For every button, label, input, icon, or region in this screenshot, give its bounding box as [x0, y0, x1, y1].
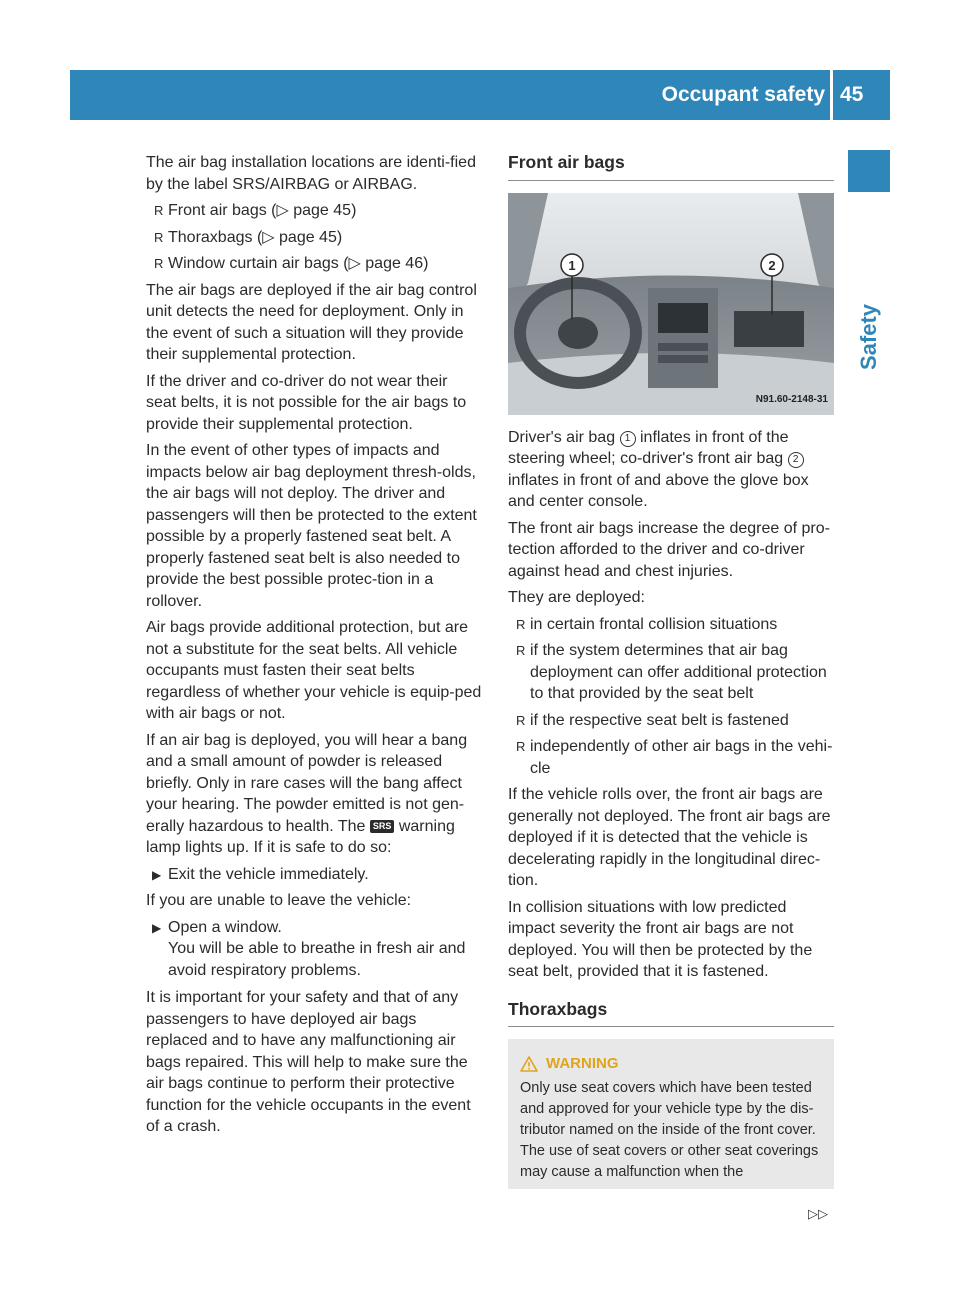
callout-1: 1: [568, 257, 576, 273]
bullet-icon: R: [516, 616, 526, 632]
warning-header: [520, 1053, 822, 1074]
step-text: Open a window.: [168, 918, 282, 936]
section-heading-thoraxbags: Thoraxbags: [508, 999, 834, 1028]
paragraph: [146, 730, 482, 859]
continue-icon: ▷▷: [808, 1206, 828, 1221]
bullet-icon: R: [154, 229, 164, 245]
instruction-step: [146, 917, 482, 939]
warning-title: WARNING: [546, 1055, 619, 1072]
list-item: [508, 640, 834, 705]
instruction-step: [146, 864, 482, 886]
paragraph: Air bags provide additional protection, but are not a substitute for the seat belts. All vehicle occupants must fasten their seat belts regardless of whether your vehicle is equip-ped with air bags or not.: [146, 619, 482, 722]
warning-box: [508, 1039, 834, 1189]
step-arrow-icon: ▶: [152, 920, 162, 935]
callout-1-icon: 1: [620, 431, 636, 447]
dashboard-illustration: [508, 193, 834, 415]
page-number: 45: [840, 83, 864, 106]
paragraph: In the event of other types of impacts and impacts below air bag deployment thresh-olds, the air bags will not deploy. The driver and passengers will then be protected to the extent possible by a properly fastened seat belt. A properly fastened seat belt is also needed to provide the best possible protec-tion in a rollover.: [146, 442, 477, 610]
list-item-text: if the system determines that air bag deployment can offer additional protection to that provided by the seat belt: [530, 642, 827, 702]
list-item-text: if the respective seat belt is fastened: [530, 711, 789, 729]
list-item: [146, 227, 482, 249]
paragraph: The air bags are deployed if the air bag control unit detects the need for deployment. Only in the event of such a situation will they provide their supplemental protection.: [146, 281, 477, 363]
warning-text: Only use seat covers which have been tested and approved for your vehicle type by the dis-tributor named on the inside of the front cover. The use of seat covers or other seat coverings may cause a malfunction when the: [520, 1080, 819, 1180]
bullet-icon: R: [516, 739, 526, 754]
warning-triangle-icon: [520, 1056, 538, 1072]
paragraph: If the driver and co-driver do not wear their seat belts, it is not possible for the air bags to provide their supplemental protection.: [146, 372, 467, 433]
paragraph: If you are unable to leave the vehicle:: [146, 892, 412, 909]
page-section-title: Occupant safety: [661, 83, 825, 106]
callout-2-icon: 2: [788, 452, 804, 468]
step-text: Exit the vehicle immediately.: [168, 865, 369, 883]
side-tab-marker: [848, 150, 890, 192]
list-item-text[interactable]: Front air bags (▷ page 45): [168, 202, 357, 219]
bullet-icon: R: [516, 712, 526, 728]
step-arrow-icon: ▶: [152, 867, 162, 882]
paragraph-text: inflates in front of the steering wheel; co-driver's front air bag: [508, 428, 789, 467]
list-item: [508, 710, 834, 732]
paragraph: The air bag installation locations are identi-fied by the label SRS/AIRBAG or AIRBAG.: [146, 154, 476, 193]
paragraph: If the vehicle rolls over, the front air bags are generally not deployed. The front air bags are deployed if it is detected that the vehicle is decelerating rapidly in the longitudinal direc-tion.: [508, 786, 831, 889]
left-column: [146, 152, 482, 1143]
side-tab-label: Safety: [856, 303, 881, 370]
paragraph-text: inflates in front of and above the glove box and center console.: [508, 471, 809, 510]
section-heading-front-air-bags: Front air bags: [508, 152, 834, 181]
list-item: [508, 614, 834, 636]
srs-warning-lamp-icon: SRS: [370, 820, 395, 833]
paragraph: They are deployed:: [508, 589, 645, 606]
list-item-text[interactable]: Window curtain air bags (▷ page 46): [168, 255, 429, 272]
list-item: [146, 253, 482, 275]
paragraph-text: warning lamp lights up. If it is safe to do so:: [146, 817, 455, 856]
paragraph-text: If an air bag is deployed, you will hear a bang and a small amount of powder is released briefly. Only in rare cases will the bang affect your hearing. The powder emitted is not gen-erally hazardous to health. The: [146, 731, 468, 835]
callout-2: 2: [768, 257, 776, 273]
paragraph-text: Driver's air bag: [508, 428, 616, 446]
list-item: [508, 736, 834, 779]
bullet-icon: R: [516, 643, 526, 658]
bullet-icon: R: [154, 203, 164, 218]
right-column: [508, 152, 834, 1189]
paragraph: It is important for your safety and that of any passengers to have deployed air bags replaced and to have any malfunctioning air bags repaired. This will help to make sure the air bags continue to perform their protective function for the vehicle occupants in the event of a crash.: [146, 989, 471, 1135]
header-divider: [830, 70, 833, 120]
list-item-text: in certain frontal collision situations: [530, 615, 778, 633]
paragraph: The front air bags increase the degree of pro-tection afforded to the driver and co-driver against head and chest injuries.: [508, 519, 830, 580]
figure-code: N91.60-2148-31: [755, 394, 828, 405]
list-item-text: independently of other air bags in the vehi-cle: [530, 738, 833, 777]
bullet-icon: R: [154, 256, 164, 271]
list-item-text[interactable]: Thoraxbags (▷ page 45): [168, 228, 343, 246]
dashboard-figure: [508, 193, 834, 415]
paragraph: [508, 427, 834, 513]
paragraph: In collision situations with low predicted impact severity the front air bags are not deployed. You will then be protected by the seat belt, provided that it is fastened.: [508, 898, 813, 980]
list-item: [146, 200, 482, 222]
step-note: You will be able to breathe in fresh air and avoid respiratory problems.: [168, 940, 466, 979]
